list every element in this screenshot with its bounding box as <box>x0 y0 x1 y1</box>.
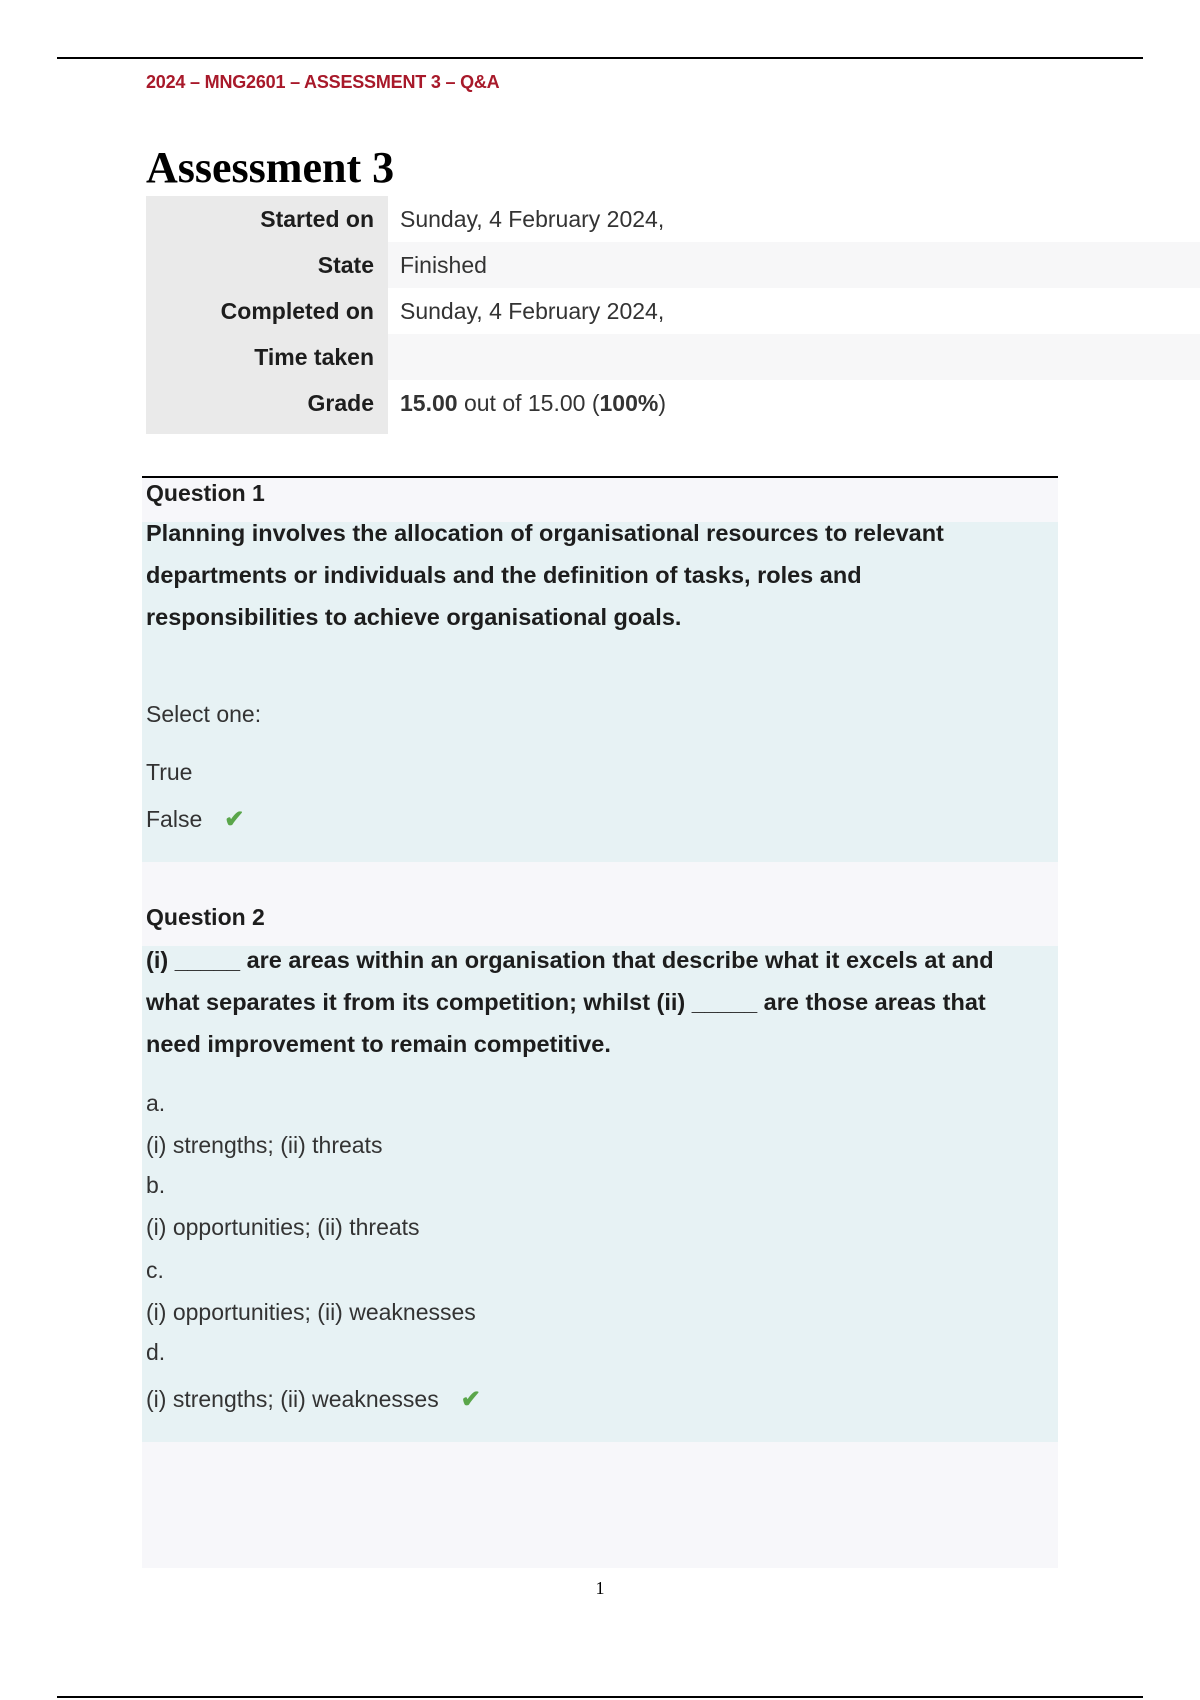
question-text-line: (i) _____ are areas within an organisation that describe what it excels at and <box>146 947 994 973</box>
summary-label: Completed on <box>220 298 374 324</box>
top-rule <box>57 57 1143 59</box>
answer-option-c[interactable] <box>146 1299 476 1326</box>
attempt-summary-table <box>146 196 1200 434</box>
summary-label: Started on <box>260 206 374 232</box>
option-label: (i) strengths; (ii) weaknesses <box>146 1386 439 1412</box>
summary-value <box>400 334 1200 380</box>
question-2-header-bg <box>142 862 1058 946</box>
summary-row-started <box>146 196 1200 242</box>
page-number: 1 <box>595 1578 605 1598</box>
question-text-line: responsibilities to achieve organisational goals. <box>146 604 682 630</box>
question-1-number: Question 1 <box>146 480 265 506</box>
summary-value: Sunday, 4 February 2024, <box>400 206 665 232</box>
summary-row-grade <box>146 380 1200 434</box>
option-label: (i) opportunities; (ii) weaknesses <box>146 1299 476 1325</box>
summary-row-time-taken <box>146 334 1200 380</box>
grade-score: 15.00 <box>400 390 458 416</box>
summary-row-state <box>146 242 1200 288</box>
question-text-line: need improvement to remain competitive. <box>146 1031 611 1057</box>
summary-label: Time taken <box>254 344 374 370</box>
grade-close: ) <box>658 390 666 416</box>
question-1-text <box>146 512 1046 638</box>
select-one-prompt: Select one: <box>146 701 262 727</box>
summary-label: State <box>317 252 374 278</box>
question-text-line: what separates it from its competition; whilst (ii) _____ are those areas that <box>146 989 986 1015</box>
summary-label: Grade <box>307 390 374 416</box>
answer-option-false[interactable] <box>146 805 244 834</box>
option-letter-b: b. <box>146 1172 166 1198</box>
answer-option-true[interactable] <box>146 759 192 786</box>
check-icon: ✔ <box>224 806 245 833</box>
summary-value: Sunday, 4 February 2024, <box>400 298 665 324</box>
question-2-text <box>146 939 1046 1065</box>
question-text-line: departments or individuals and the definition of tasks, roles and <box>146 562 862 588</box>
summary-value: Finished <box>400 252 487 278</box>
option-label: (i) strengths; (ii) threats <box>146 1132 383 1158</box>
option-letter-c: c. <box>146 1257 164 1283</box>
option-label: (i) opportunities; (ii) threats <box>146 1214 420 1240</box>
bottom-rule <box>57 1696 1143 1698</box>
grade-value <box>400 380 1200 426</box>
answer-option-a[interactable] <box>146 1132 382 1159</box>
question-2-footer-bg <box>142 1442 1058 1568</box>
question-2-number: Question 2 <box>146 904 265 930</box>
option-letter-a: a. <box>146 1090 166 1116</box>
grade-percent: 100% <box>599 390 659 416</box>
option-label: True <box>146 759 193 785</box>
summary-row-completed <box>146 288 1200 334</box>
option-label: False <box>146 806 203 832</box>
question-text-line: Planning involves the allocation of organisational resources to relevant <box>146 520 944 546</box>
document-header: 2024 – MNG2601 – ASSESSMENT 3 – Q&A <box>146 72 500 92</box>
answer-option-b[interactable] <box>146 1214 420 1241</box>
answer-option-d[interactable] <box>146 1385 481 1414</box>
page-title: Assessment 3 <box>146 143 395 192</box>
option-letter-d: d. <box>146 1339 166 1365</box>
check-icon: ✔ <box>460 1386 481 1413</box>
grade-outof: out of 15.00 ( <box>457 390 600 416</box>
